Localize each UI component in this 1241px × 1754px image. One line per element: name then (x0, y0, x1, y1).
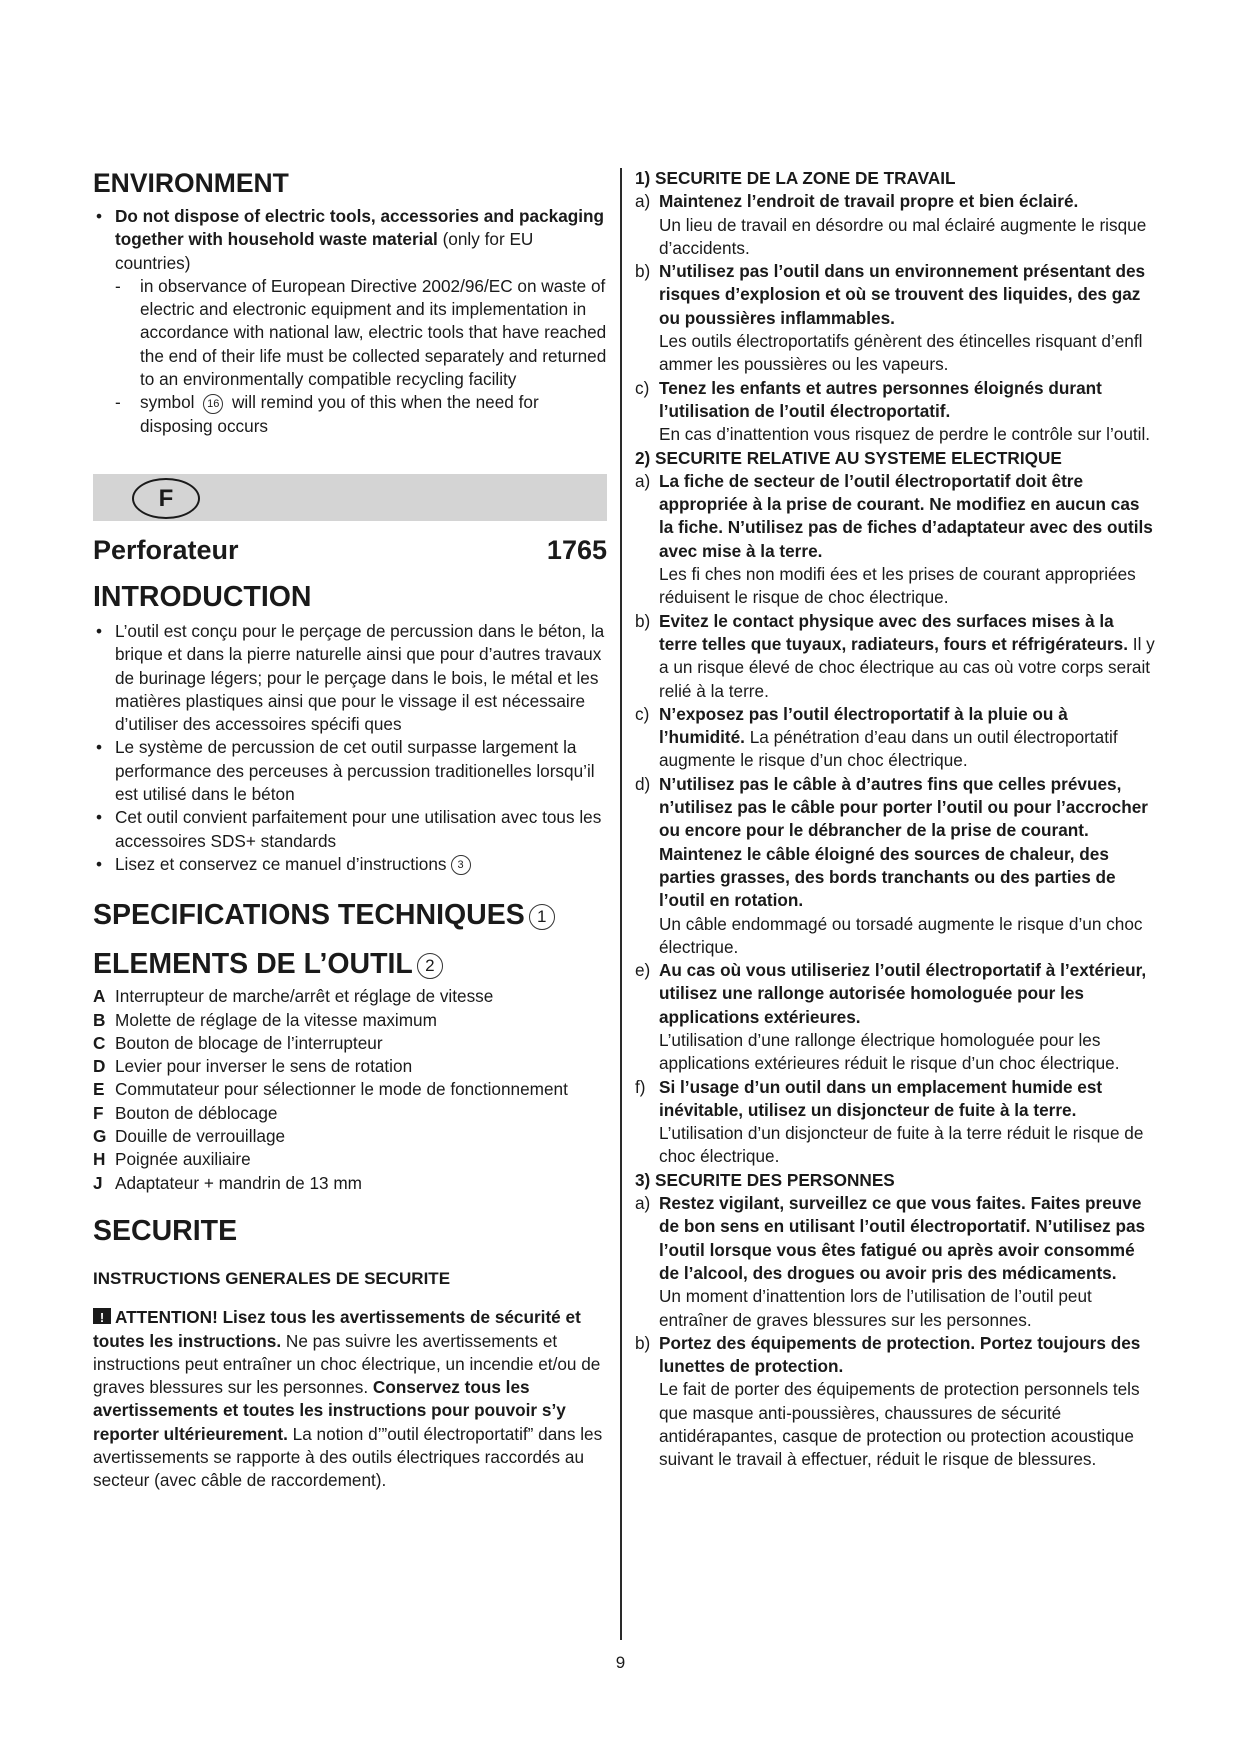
item-text: Les outils électroportatifs génèrent des étincelles risquant d’enfl ammer les poussières ou les vapeurs. (659, 331, 1143, 375)
environment-bullet-note: (only for EU countries) (115, 229, 534, 273)
environment-list (93, 205, 607, 275)
safety-item (635, 1076, 1155, 1169)
part-text: Bouton de blocage de l’interrupteur (115, 1032, 383, 1053)
recycle-symbol-ref-icon: 16 (203, 394, 223, 414)
introduction-list (93, 620, 607, 876)
safety-item (635, 959, 1155, 1075)
section-3-heading: 3) SECURITE DES PERSONNES (635, 1169, 895, 1190)
safety-item (635, 1192, 1155, 1332)
part-key: J (93, 1172, 103, 1193)
warning-icon (93, 1308, 111, 1324)
specifications-title: SPECIFICATIONS TECHNIQUES (93, 899, 525, 932)
item-text: Un câble endommagé ou torsadé augmente le risque d’un choc électrique. (659, 913, 1143, 957)
parts-list (93, 985, 607, 1195)
item-letter: a) (635, 1193, 651, 1214)
part-item (93, 1055, 607, 1078)
introduction-item: • Cet outil convient parfaitement pour une utilisation avec tous les accessoires SDS+ standards (93, 806, 607, 853)
part-text: Douille de verrouillage (115, 1126, 286, 1147)
item-bold: Restez vigilant, surveillez ce que vous faites. Faites preuve de bon sens en utilisant l’outil électroportatif. N’utilisez pas l’outil lorsque vous êtes fatigué ou après avoir consommé de l’alcool, des drogues ou avoir pris des médicaments. (659, 1193, 1146, 1283)
introduction-heading: INTRODUCTION (93, 580, 312, 613)
right-column (635, 167, 1155, 1472)
item-letter: b) (635, 1332, 651, 1353)
part-key: C (93, 1032, 106, 1053)
item-letter: a) (635, 191, 651, 212)
elements-heading (93, 947, 607, 981)
environment-bullet-bold: Do not dispose of electric tools, accessories and packaging together with household waste material (115, 206, 605, 250)
safety-item (635, 610, 1155, 703)
part-key: E (93, 1079, 105, 1100)
safety-item (635, 470, 1155, 610)
symbol-remind-text: will remind you of this when the need for disposing occurs (140, 392, 539, 436)
left-column (93, 167, 607, 1493)
environment-dash-2 (93, 391, 607, 438)
item-letter: c) (635, 377, 650, 398)
part-key: F (93, 1102, 104, 1123)
part-text: Adaptateur + mandrin de 13 mm (115, 1172, 362, 1193)
item-text: Le fait de porter des équipements de protection personnels tels que masque anti-poussières, chaussures de sécurité antidérapantes, casque de protection ou protection acoustique suivant le travail à effectuer, réduit le risque de blessures. (659, 1379, 1140, 1470)
column-divider (620, 168, 622, 1640)
part-text: Interrupteur de marche/arrêt et réglage de vitesse (115, 986, 494, 1007)
environment-heading: ENVIRONMENT (93, 168, 289, 198)
item-text: Un moment d’inattention lors de l’utilisation de l’outil peut entraîner de graves blessures sur les personnes. (659, 1286, 1092, 1330)
part-item (93, 1172, 607, 1195)
item-letter: a) (635, 470, 651, 491)
part-item (93, 1078, 607, 1101)
language-badge: F (132, 478, 200, 519)
safety-item (635, 260, 1155, 376)
symbol-text: symbol (140, 392, 195, 413)
attention-bold-2: Conservez tous les avertissements et toutes les instructions pour pouvoir s’y reporter ultérieurement. (93, 1377, 566, 1444)
item-letter: b) (635, 610, 651, 631)
introduction-item (93, 853, 607, 876)
item-letter: d) (635, 773, 651, 794)
part-key: H (93, 1149, 106, 1170)
language-bar (93, 474, 607, 521)
environment-dash-list (93, 275, 607, 438)
part-item (93, 1009, 607, 1032)
product-number: 1765 (546, 534, 607, 565)
part-text: Bouton de déblocage (115, 1102, 278, 1123)
safety-item (635, 773, 1155, 959)
item-text: En cas d’inattention vous risquez de perdre le contrôle sur l’outil. (659, 424, 1151, 445)
item-letter: f) (635, 1076, 646, 1097)
item-letter: b) (635, 261, 651, 282)
introduction-item: • Le système de percussion de cet outil surpasse largement la performance des perceuses à percussion traditionelles lorsqu’il est utilisé dans le béton (93, 736, 607, 806)
elements-title: ELEMENTS DE L’OUTIL (93, 948, 413, 981)
attention-bold-1: ATTENTION! Lisez tous les avertissements de sécurité et toutes les instructions. (93, 1307, 581, 1351)
section-1-heading: 1) SECURITE DE LA ZONE DE TRAVAIL (635, 168, 956, 188)
general-safety-subheading: INSTRUCTIONS GENERALES DE SECURITE (93, 1268, 451, 1288)
introduction-item: • L’outil est conçu pour le perçage de percussion dans le béton, la brique et dans la pierre naturelle ainsi que pour d’autres travaux de burinage légers; pour le perçage dans le bois, le métal et les matières plastiques ainsi que pour le vissage il est nécessaire d’utiliser des accessoires spécifi ques (93, 620, 607, 736)
item-text: Un lieu de travail en désordre ou mal éclairé augmente le risque d’accidents. (659, 214, 1147, 258)
item-bold: Si l’usage d’un outil dans un emplacement humide est inévitable, utilisez un disjoncteur de fuite à la terre. (659, 1076, 1103, 1120)
part-item (93, 1148, 607, 1171)
part-text: Poignée auxiliaire (115, 1149, 251, 1170)
product-name: Perforateur (93, 534, 239, 565)
part-item (93, 985, 607, 1008)
part-key: D (93, 1056, 106, 1077)
item-bold: Au cas où vous utiliseriez l’outil électroportatif à l’extérieur, utilisez une rallonge autorisée homologuée pour les applications extérieures. (659, 960, 1147, 1027)
part-text: Commutateur pour sélectionner le mode de fonctionnement (115, 1079, 568, 1100)
part-key: G (93, 1126, 107, 1147)
item-text: Il y a un risque élevé de choc électrique au cas où votre corps serait relié à la terre. (659, 633, 1155, 701)
item-bold: Maintenez l’endroit de travail propre et bien éclairé. (659, 191, 1079, 212)
securite-heading: SECURITE (93, 1214, 238, 1247)
attention-text-2: La notion d’”outil électroportatif” dans les avertissements se rapporte à des outils électriques raccordés au secteur (avec câble de raccordement). (93, 1423, 603, 1491)
specifications-ref-icon: 1 (529, 904, 555, 930)
elements-ref-icon: 2 (417, 953, 443, 979)
page-number: 9 (615, 1653, 626, 1672)
attention-paragraph (93, 1306, 607, 1492)
item-bold: Portez des équipements de protection. Portez toujours des lunettes de protection. (659, 1332, 1141, 1377)
item-bold: La fiche de secteur de l’outil électroportatif doit être appropriée à la prise de courant. Ne modifiez en aucun cas la fiche. N’utilisez pas de fiches d’adaptateur avec des outils avec mise à la terre. (659, 470, 1153, 561)
environment-dash-1: - in observance of European Directive 2002/96/EC on waste of electric and electronic equipment and its implementation in accordance with national law, electric tools that have reached the end of their life must be collected separately and returned to an environmentally compatible recycling facility (93, 275, 607, 391)
product-title-row (93, 534, 607, 566)
part-text: Molette de réglage de la vitesse maximum (115, 1009, 437, 1030)
item-text: La pénétration d’eau dans un outil électroportatif augmente le risque d’un choc électrique. (659, 727, 1118, 771)
part-item (93, 1102, 607, 1125)
environment-bullet (93, 205, 607, 275)
manual-ref-icon: 3 (451, 855, 471, 875)
section-2-heading: 2) SECURITE RELATIVE AU SYSTEME ELECTRIQUE (635, 447, 1062, 468)
part-item (93, 1032, 607, 1055)
safety-item (635, 703, 1155, 773)
item-letter: c) (635, 703, 650, 724)
safety-item (635, 190, 1155, 260)
safety-item (635, 1332, 1155, 1472)
attention-text-1: Ne pas suivre les avertissements et instructions peut entraîner un choc électrique, un incendie et/ou de graves blessures sur les personnes. (93, 1330, 601, 1398)
part-key: A (93, 986, 106, 1007)
item-bold: N’utilisez pas l’outil dans un environnement présentant des risques d’explosion et où se trouvent des liquides, des gaz ou poussières inflammables. (659, 261, 1146, 328)
specifications-heading (93, 898, 607, 932)
item-text: Les fi ches non modifi ées et les prises de courant appropriées réduisent le risque de choc électrique. (659, 564, 1136, 608)
item-letter: e) (635, 960, 651, 981)
item-bold: Evitez le contact physique avec des surfaces mises à la terre telles que tuyaux, radiateurs, fours et réfrigérateurs. (659, 610, 1129, 654)
safety-item (635, 377, 1155, 447)
item-bold: N’utilisez pas le câble à d’autres fins que celles prévues, n’utilisez pas le câble pour porter l’outil ou pour l’accrocher ou encore pour le débrancher de la prise de courant. Maintenez le câble éloigné des sources de chaleur, des parties grasses, des bords tranchants ou des parties de l’outil en rotation. (659, 773, 1148, 911)
item-text: L’utilisation d’un disjoncteur de fuite à la terre réduit le risque de choc électrique. (659, 1123, 1144, 1167)
item-text: L’utilisation d’une rallonge électrique homologuée pour les applications extérieures réduit le risque d’un choc électrique. (659, 1029, 1120, 1074)
part-key: B (93, 1009, 106, 1030)
part-text: Levier pour inverser le sens de rotation (115, 1056, 413, 1077)
item-bold: N’exposez pas l’outil électroportatif à la pluie ou à l’humidité. (659, 703, 1068, 748)
manual-text: Lisez et conservez ce manuel d’instructions (115, 853, 447, 874)
item-bold: Tenez les enfants et autres personnes éloignés durant l’utilisation de l’outil électroportatif. (659, 377, 1102, 421)
part-item (93, 1125, 607, 1148)
